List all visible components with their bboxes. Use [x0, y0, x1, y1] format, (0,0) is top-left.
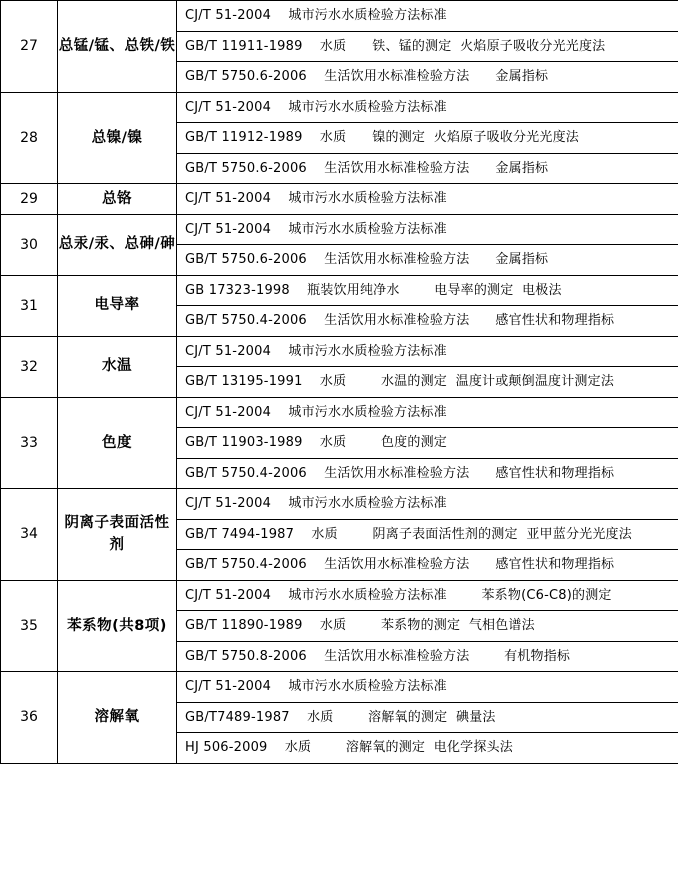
table-row [1, 92, 678, 184]
method-standard-item: GB/T 5750.6-2006 生活饮用水标准检验方法 金属指标 [185, 69, 549, 84]
parameter-name: 苯系物(共8项) [67, 617, 167, 634]
row-number-cell [1, 580, 58, 672]
row-number: 35 [20, 617, 38, 634]
method-standards-cell [177, 336, 678, 397]
row-number-cell [1, 397, 58, 489]
method-standards-cell [177, 92, 678, 184]
method-standard-item: GB/T 11903-1989 水质 色度的测定 [177, 428, 678, 459]
method-standard-item: CJ/T 51-2004 城市污水水质检验方法标准 [177, 215, 678, 246]
method-standard-item: CJ/T 51-2004 城市污水水质检验方法标准 [177, 337, 678, 368]
parameter-name: 溶解氧 [94, 709, 140, 726]
row-number-cell [1, 184, 58, 215]
table-row [1, 1, 678, 93]
method-standard-item: GB/T 5750.6-2006 生活饮用水标准检验方法 金属指标 [185, 160, 549, 176]
parameter-name: 色度 [102, 434, 132, 451]
method-standard-item: GB/T 5750.4-2006 生活饮用水标准检验方法 感官性状和物理指标 [185, 465, 615, 481]
method-standards-cell [177, 489, 678, 581]
table-row [1, 184, 678, 215]
method-standards-cell [177, 275, 678, 336]
row-number: 34 [20, 526, 38, 543]
method-standard-item: GB/T7489-1987 水质 溶解氧的测定 碘量法 [177, 703, 678, 734]
row-number: 27 [20, 38, 38, 55]
method-standard-item: GB/T 11890-1989 水质 苯系物的测定 气相色谱法 [177, 611, 678, 642]
parameter-name-cell [58, 1, 177, 93]
method-standards-cell [177, 214, 678, 275]
parameter-name-cell [58, 397, 177, 489]
parameter-name-cell [58, 275, 177, 336]
parameter-name-cell [58, 489, 177, 581]
table-row [1, 489, 678, 581]
row-number: 28 [20, 129, 38, 146]
table-row [1, 580, 678, 672]
method-standard-item: GB/T 5750.4-2006 生活饮用水标准检验方法 感官性状和物理指标 [185, 557, 615, 572]
method-standard-item: HJ 506-2009 水质 溶解氧的测定 电化学探头法 [185, 740, 513, 755]
method-standards-cell [177, 1, 678, 93]
method-standard-item: GB/T 5750.4-2006 生活饮用水标准检验方法 感官性状和物理指标 [185, 313, 615, 328]
table-row [1, 672, 678, 764]
row-number-cell [1, 1, 58, 93]
parameter-name-cell [58, 92, 177, 184]
method-standard-item: GB/T 5750.6-2006 生活饮用水标准检验方法 金属指标 [185, 252, 549, 267]
table-row [1, 275, 678, 336]
method-standards-cell [177, 672, 678, 764]
row-number: 32 [20, 358, 38, 375]
row-number: 36 [20, 709, 38, 726]
row-number: 30 [20, 236, 38, 253]
row-number-cell [1, 489, 58, 581]
parameter-name: 水温 [102, 358, 132, 375]
parameter-name: 总铬 [102, 190, 132, 207]
parameter-name-cell [58, 184, 177, 215]
method-standard-item: GB/T 5750.8-2006 生活饮用水标准检验方法 有机物指标 [185, 648, 571, 664]
method-standard-item: GB 17323-1998 瓶装饮用纯净水 电导率的测定 电极法 [177, 276, 678, 307]
method-standard-item: GB/T 7494-1987 水质 阴离子表面活性剂的测定 亚甲蓝分光光度法 [177, 520, 678, 551]
method-standard-item: CJ/T 51-2004 城市污水水质检验方法标准 [177, 1, 678, 32]
method-standard-item: CJ/T 51-2004 城市污水水质检验方法标准 [177, 398, 678, 429]
method-standard-item: GB/T 13195-1991 水质 水温的测定 温度计或颠倒温度计测定法 [185, 374, 615, 389]
row-number-cell [1, 672, 58, 764]
parameter-name-cell [58, 672, 177, 764]
parameter-name: 电导率 [94, 297, 140, 314]
row-number: 29 [20, 190, 38, 207]
method-standards-cell [177, 184, 678, 215]
parameter-name: 总镍/镍 [91, 129, 143, 146]
method-standard-item: GB/T 11912-1989 水质 镍的测定 火焰原子吸收分光光度法 [177, 123, 678, 154]
parameter-name-cell [58, 214, 177, 275]
row-number-cell [1, 275, 58, 336]
parameter-name: 总汞/汞、总砷/砷 [58, 236, 176, 253]
parameter-name: 总锰/锰、总铁/铁 [58, 38, 176, 55]
table-row [1, 336, 678, 397]
table-body [1, 1, 678, 764]
row-number-cell [1, 336, 58, 397]
row-number-cell [1, 214, 58, 275]
method-standard-item: CJ/T 51-2004 城市污水水质检验方法标准 苯系物(C6-C8)的测定 [177, 581, 678, 612]
table-row [1, 214, 678, 275]
method-standard-item: CJ/T 51-2004 城市污水水质检验方法标准 [177, 672, 678, 703]
method-standards-cell [177, 397, 678, 489]
parameter-name: 阴离子表面活性剂 [64, 514, 170, 554]
method-standard-item: CJ/T 51-2004 城市污水水质检验方法标准 [177, 93, 678, 124]
parameter-name-cell [58, 580, 177, 672]
method-standard-item: CJ/T 51-2004 城市污水水质检验方法标准 [177, 489, 678, 520]
table-row [1, 397, 678, 489]
method-standard-item: CJ/T 51-2004 城市污水水质检验方法标准 [185, 191, 447, 206]
parameter-name-cell [58, 336, 177, 397]
method-standard-item: GB/T 11911-1989 水质 铁、锰的测定 火焰原子吸收分光光度法 [177, 32, 678, 63]
row-number: 33 [20, 434, 38, 451]
row-number-cell [1, 92, 58, 184]
row-number: 31 [20, 297, 38, 314]
method-standards-cell [177, 580, 678, 672]
